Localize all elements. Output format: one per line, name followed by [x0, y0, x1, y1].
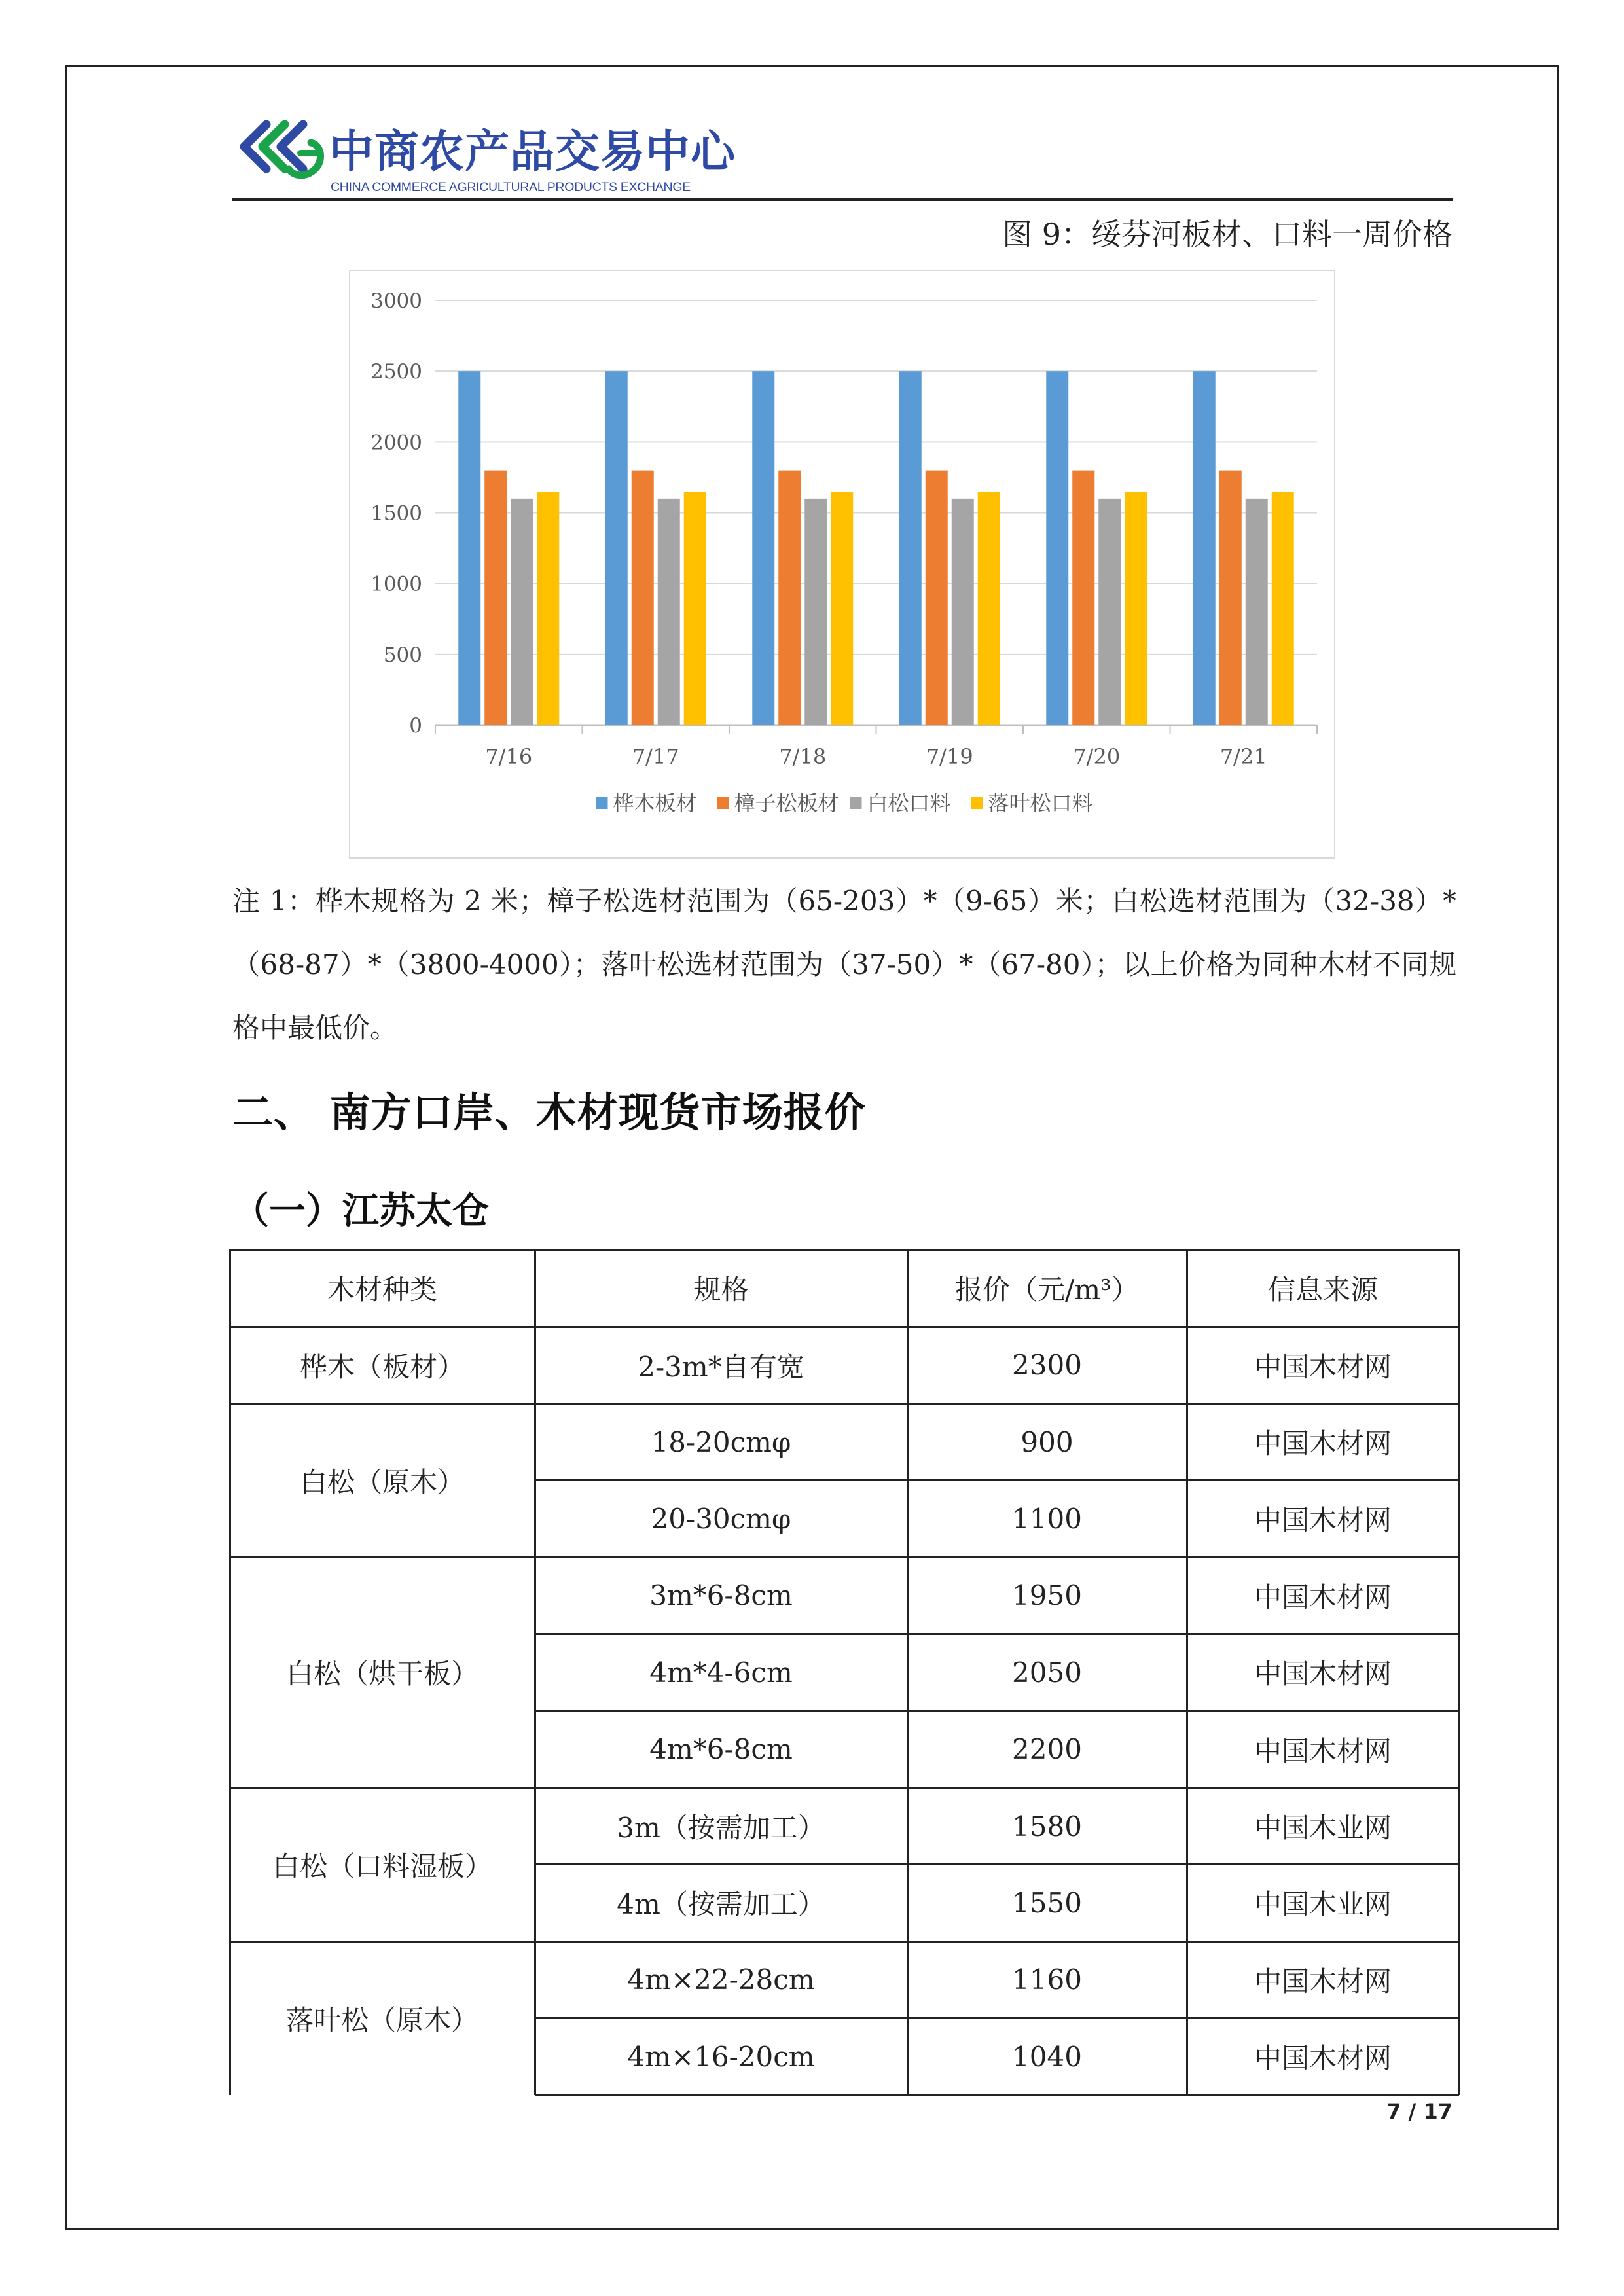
legend-swatch [850, 797, 862, 809]
bar-2-7/17 [632, 471, 654, 725]
figure-caption: 图 9：绥芬河板材、口料一周价格 [1002, 217, 1453, 252]
table-rule [535, 1479, 1459, 1481]
table-source: 中国木材网 [1254, 1734, 1392, 1767]
table-rule [1186, 1249, 1188, 2095]
legend-label: 樟子松板材 [734, 791, 839, 816]
table-spec: 4m（按需加工） [617, 1888, 825, 1921]
section-heading: 二、 南方口岸、木材现货市场报价 [232, 1088, 866, 1136]
table-price: 1950 [1012, 1579, 1082, 1612]
table-spec: 3m（按需加工） [617, 1812, 825, 1844]
logo-mark-icon [232, 117, 331, 195]
table-spec: 2-3m*自有宽 [638, 1350, 804, 1383]
table-price: 1100 [1012, 1502, 1082, 1535]
table-price: 1550 [1012, 1886, 1082, 1919]
y-tick-label: 2500 [370, 360, 422, 384]
x-tick-label: 7/17 [632, 744, 679, 769]
table-rule [535, 1710, 1459, 1712]
table-rule [535, 1633, 1459, 1635]
legend-swatch [596, 797, 608, 809]
table-price: 1160 [1012, 1964, 1082, 1996]
bar-4-7/16 [537, 492, 559, 725]
table-price: 2200 [1012, 1733, 1082, 1766]
table-spec: 20-30cmφ [651, 1502, 791, 1535]
logo-english-name: CHINA COMMERCE AGRICULTURAL PRODUCTS EXCHANGE [331, 180, 691, 194]
table-rule [907, 1249, 909, 2095]
table-spec: 4m×16-20cm [627, 2040, 815, 2073]
table-spec: 4m*6-8cm [649, 1733, 793, 1766]
bar-3-7/21 [1246, 499, 1268, 725]
table-source: 中国木业网 [1254, 1812, 1392, 1844]
bar-2-7/21 [1219, 471, 1242, 725]
table-wood-type: 桦木（板材） [299, 1350, 465, 1383]
table-rule [229, 1249, 231, 2095]
price-bar-chart [349, 270, 1335, 859]
table-spec: 4m*4-6cm [649, 1656, 793, 1689]
legend-label: 白松口料 [867, 791, 951, 816]
table-wood-type: 白松（口料湿板） [272, 1850, 492, 1882]
bar-4-7/21 [1272, 492, 1294, 725]
y-tick-label: 2000 [370, 431, 422, 455]
table-price: 1040 [1012, 2040, 1082, 2073]
bar-1-7/18 [752, 371, 774, 725]
table-rule [534, 1249, 536, 2095]
bar-2-7/20 [1072, 471, 1094, 725]
bar-3-7/16 [511, 499, 533, 725]
table-source: 中国木材网 [1254, 1965, 1392, 1998]
chart-note: 注 1：桦木规格为 2 米；樟子松选材范围为（65-203）*（9-65）米；白松选材范围为（32-38）*（68-87）*（3800-4000）；落叶松选材范围为（37-50）*（67-80）；以上价格为同种木材不同规格中最低价。 [232, 885, 1456, 1044]
table-spec: 4m×22-28cm [627, 1964, 815, 1996]
table-rule [535, 1863, 1459, 1865]
x-tick-label: 7/18 [779, 744, 827, 769]
subsection-heading: （一）江苏太仓 [232, 1190, 489, 1232]
page-number: 7 / 17 [1386, 2099, 1453, 2124]
table-source: 中国木材网 [1254, 1581, 1392, 1613]
bar-4-7/18 [831, 492, 853, 725]
y-tick-label: 1000 [370, 572, 422, 596]
y-tick-label: 1500 [370, 501, 422, 526]
x-tick-label: 7/19 [926, 744, 973, 769]
table-header-cell: 信息来源 [1267, 1274, 1378, 1306]
bar-1-7/20 [1046, 371, 1068, 725]
bar-1-7/17 [605, 371, 628, 725]
table-source: 中国木材网 [1254, 1504, 1392, 1537]
chart-canvas [350, 271, 1337, 860]
bar-3-7/17 [658, 499, 680, 725]
table-price: 1580 [1012, 1810, 1082, 1842]
bar-3-7/19 [952, 499, 974, 725]
bar-2-7/18 [778, 471, 801, 725]
legend-label: 落叶松口料 [988, 791, 1093, 816]
header-divider [232, 198, 1453, 201]
table-source: 中国木材网 [1254, 2042, 1392, 2075]
x-tick-label: 7/20 [1073, 744, 1121, 769]
x-tick-label: 7/21 [1219, 744, 1267, 769]
bar-2-7/19 [926, 471, 948, 725]
bar-3-7/20 [1098, 499, 1121, 725]
table-wood-type: 落叶松（原木） [285, 2003, 478, 2036]
table-price: 2300 [1012, 1349, 1082, 1382]
table-spec: 3m*6-8cm [649, 1579, 793, 1612]
bar-1-7/16 [458, 371, 480, 725]
table-rule [535, 2094, 1459, 2096]
logo-chinese-name: 中商农产品交易中心 [329, 126, 736, 178]
y-tick-label: 0 [409, 714, 422, 738]
y-tick-label: 500 [383, 643, 422, 667]
table-source: 中国木材网 [1254, 1350, 1392, 1383]
bar-1-7/19 [899, 371, 922, 725]
x-tick-label: 7/16 [485, 744, 533, 769]
table-rule [535, 2017, 1459, 2019]
table-price: 2050 [1012, 1656, 1082, 1689]
company-logo [232, 117, 736, 198]
table-price: 900 [1020, 1426, 1074, 1458]
table-source: 中国木材网 [1254, 1658, 1392, 1691]
bar-1-7/21 [1193, 371, 1216, 725]
bar-2-7/16 [484, 471, 507, 725]
table-wood-type: 白松（原木） [299, 1465, 465, 1498]
table-spec: 18-20cmφ [651, 1426, 791, 1458]
bar-4-7/19 [978, 492, 1000, 725]
table-header-cell: 木材种类 [327, 1274, 437, 1306]
legend-swatch [717, 797, 729, 809]
table-header-cell: 报价（元/m³） [955, 1274, 1139, 1306]
bar-4-7/20 [1125, 492, 1147, 725]
table-source: 中国木材网 [1254, 1427, 1392, 1460]
table-rule [1458, 1249, 1460, 2095]
table-header-cell: 规格 [693, 1274, 749, 1306]
price-table [230, 1249, 1459, 2095]
legend-swatch [971, 797, 983, 809]
bar-3-7/18 [804, 499, 827, 725]
bar-4-7/17 [684, 492, 706, 725]
table-source: 中国木业网 [1254, 1888, 1392, 1921]
y-tick-label: 3000 [370, 289, 422, 313]
legend-label: 桦木板材 [613, 791, 697, 816]
table-wood-type: 白松（烘干板） [285, 1658, 478, 1691]
